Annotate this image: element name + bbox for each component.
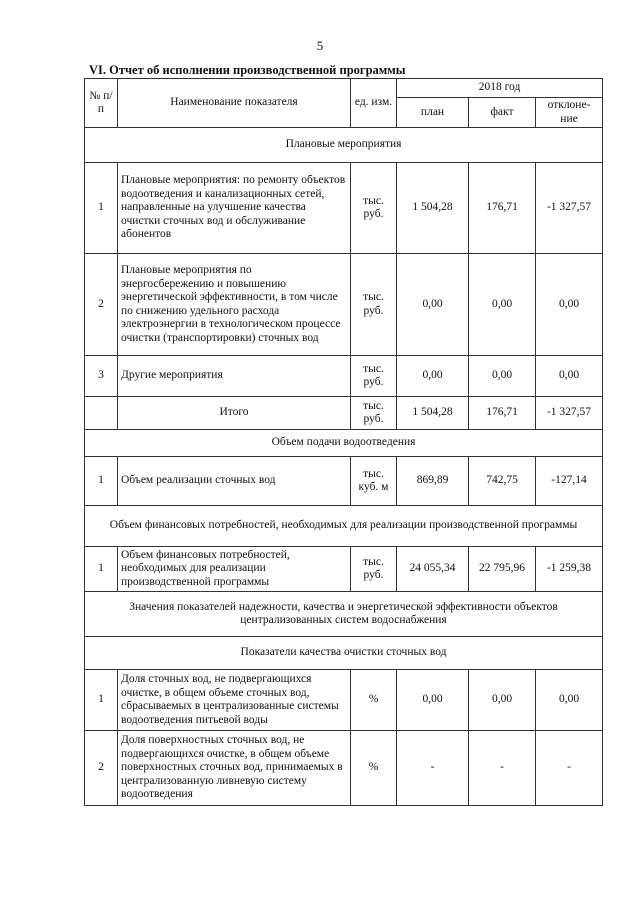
row-name: Доля сточных вод, не подвергающихся очистке, в общем объеме сточных вод, сбрасываемых в централизованные системы водоотведения питьевой воды [118, 670, 351, 731]
row-unit: тыс. руб. [351, 254, 397, 356]
row-unit: тыс. руб. [351, 356, 397, 397]
table-row [85, 457, 603, 506]
section-row [85, 637, 603, 670]
row-unit: тыс. руб. [351, 163, 397, 254]
row-plan: 1 504,28 [397, 163, 469, 254]
header-num: № п/п [85, 79, 118, 128]
section-row [85, 592, 603, 637]
row-deviation: -1 327,57 [536, 397, 603, 430]
row-plan: 0,00 [397, 254, 469, 356]
row-num: 2 [85, 731, 118, 806]
header-unit: ед. изм. [351, 79, 397, 128]
section-reliability-indicators: Значения показателей надежности, качества и энергетической эффективности объектов централизованных систем водоснабжения [85, 592, 603, 637]
total-row [85, 397, 603, 430]
section-financial-needs: Объем финансовых потребностей, необходимых для реализации производственной программы [85, 506, 603, 547]
row-plan: 1 504,28 [397, 397, 469, 430]
table-row [85, 356, 603, 397]
row-num: 2 [85, 254, 118, 356]
header-name: Наименование показателя [118, 79, 351, 128]
row-unit: % [351, 731, 397, 806]
row-plan: - [397, 731, 469, 806]
row-unit: тыс. руб. [351, 397, 397, 430]
row-deviation: 0,00 [536, 356, 603, 397]
table-row [85, 163, 603, 254]
row-num: 1 [85, 670, 118, 731]
row-fact: 176,71 [469, 163, 536, 254]
row-name: Доля поверхностных сточных вод, не подвергающихся очистке, в общем объеме поверхностных сточных вод, принимаемых в централизованную ливневую систему водоотведения [118, 731, 351, 806]
row-fact: 22 795,96 [469, 547, 536, 592]
row-unit: % [351, 670, 397, 731]
row-deviation: -1 259,38 [536, 547, 603, 592]
row-name: Итого [118, 397, 351, 430]
section-row [85, 430, 603, 457]
row-unit: тыс. куб. м [351, 457, 397, 506]
row-num: 3 [85, 356, 118, 397]
section-volume: Объем подачи водоотведения [85, 430, 603, 457]
row-num: 1 [85, 457, 118, 506]
header-year: 2018 год [397, 79, 603, 98]
table-row [85, 547, 603, 592]
section-row [85, 128, 603, 163]
row-plan: 869,89 [397, 457, 469, 506]
row-name: Объем реализации сточных вод [118, 457, 351, 506]
row-fact: 0,00 [469, 254, 536, 356]
row-plan: 0,00 [397, 670, 469, 731]
row-fact: 0,00 [469, 356, 536, 397]
row-fact: 176,71 [469, 397, 536, 430]
row-num-empty [85, 397, 118, 430]
section-heading: VI. Отчет об исполнении производственной программы [89, 63, 406, 77]
row-deviation: -127,14 [536, 457, 603, 506]
row-num: 1 [85, 547, 118, 592]
row-num: 1 [85, 163, 118, 254]
row-fact: - [469, 731, 536, 806]
header-plan: план [397, 98, 469, 128]
production-program-table [84, 78, 603, 806]
header-fact: факт [469, 98, 536, 128]
page-number: 5 [316, 38, 324, 53]
row-deviation: 0,00 [536, 254, 603, 356]
row-plan: 24 055,34 [397, 547, 469, 592]
row-plan: 0,00 [397, 356, 469, 397]
row-fact: 0,00 [469, 670, 536, 731]
row-unit: тыс. руб. [351, 547, 397, 592]
row-name: Другие мероприятия [118, 356, 351, 397]
table-row [85, 731, 603, 806]
row-name: Плановые мероприятия: по ремонту объектов водоотведения и канализационных сетей, направленные на улучшение качества очистки сточных вод и обслуживание абонентов [118, 163, 351, 254]
table-header-row [85, 79, 603, 98]
section-row [85, 506, 603, 547]
table-row [85, 254, 603, 356]
header-deviation: отклоне-ние [536, 98, 603, 128]
row-name: Объем финансовых потребностей, необходимых для реализации производственной программы [118, 547, 351, 592]
section-treatment-quality: Показатели качества очистки сточных вод [85, 637, 603, 670]
row-deviation: -1 327,57 [536, 163, 603, 254]
section-planned-measures: Плановые мероприятия [85, 128, 603, 163]
row-name: Плановые мероприятия по энергосбережению и повышению энергетической эффективности, в том числе по снижению удельного расхода электроэнергии в технологическом процессе очистки (транспортировки) сточных вод [118, 254, 351, 356]
row-fact: 742,75 [469, 457, 536, 506]
row-deviation: - [536, 731, 603, 806]
table-row [85, 670, 603, 731]
row-deviation: 0,00 [536, 670, 603, 731]
